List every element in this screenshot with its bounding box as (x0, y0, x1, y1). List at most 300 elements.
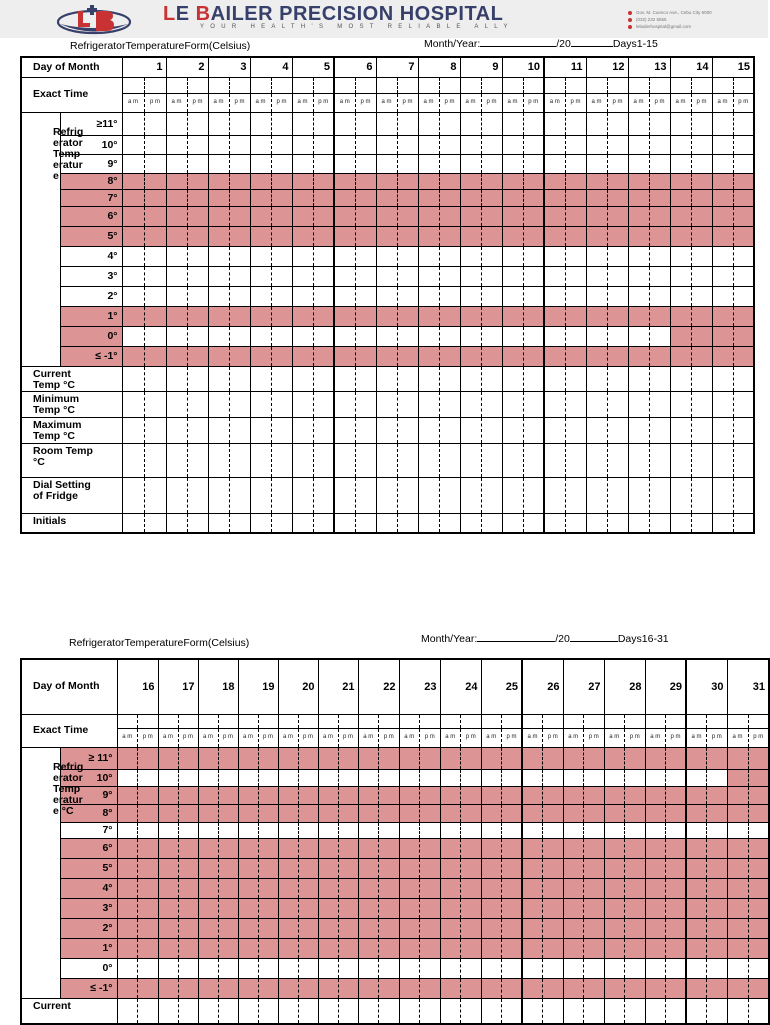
temp-pm-cell[interactable] (397, 286, 418, 306)
temp-pm-cell[interactable] (666, 769, 687, 786)
temp-pm-cell[interactable] (144, 246, 166, 266)
temp-pm-cell[interactable] (271, 346, 292, 366)
exact-time-am-cell[interactable] (628, 77, 649, 93)
temp-am-cell[interactable] (122, 226, 144, 246)
exact-time-pm-cell[interactable] (355, 77, 376, 93)
temp-am-cell[interactable] (418, 112, 439, 135)
temp-am-cell[interactable] (563, 786, 584, 804)
temp-am-cell[interactable] (544, 246, 565, 266)
temp-am-cell[interactable] (122, 112, 144, 135)
temp-am-cell[interactable] (122, 246, 144, 266)
temp-am-cell[interactable] (586, 189, 607, 206)
temp-am-cell[interactable] (318, 978, 338, 998)
entry-am-cell[interactable] (376, 477, 397, 513)
temp-pm-cell[interactable] (439, 326, 460, 346)
temp-pm-cell[interactable] (543, 958, 564, 978)
temp-pm-cell[interactable] (258, 804, 278, 822)
temp-pm-cell[interactable] (271, 173, 292, 189)
temp-am-cell[interactable] (318, 822, 338, 838)
temp-am-cell[interactable] (604, 747, 625, 769)
temp-am-cell[interactable] (522, 769, 543, 786)
temp-pm-cell[interactable] (748, 769, 769, 786)
temp-pm-cell[interactable] (523, 326, 544, 346)
temp-am-cell[interactable] (481, 958, 502, 978)
entry-pm-cell[interactable] (298, 998, 318, 1024)
temp-am-cell[interactable] (522, 838, 543, 858)
entry-pm-cell[interactable] (607, 391, 628, 417)
temp-am-cell[interactable] (440, 858, 461, 878)
temp-am-cell[interactable] (250, 246, 271, 266)
temp-am-cell[interactable] (278, 978, 298, 998)
temp-am-cell[interactable] (399, 898, 420, 918)
entry-am-cell[interactable] (158, 998, 178, 1024)
temp-pm-cell[interactable] (229, 346, 250, 366)
temp-am-cell[interactable] (250, 346, 271, 366)
temp-pm-cell[interactable] (625, 898, 646, 918)
temp-am-cell[interactable] (563, 938, 584, 958)
temp-am-cell[interactable] (604, 918, 625, 938)
temp-am-cell[interactable] (117, 858, 138, 878)
temp-pm-cell[interactable] (439, 135, 460, 154)
temp-pm-cell[interactable] (625, 786, 646, 804)
temp-pm-cell[interactable] (543, 858, 564, 878)
temp-am-cell[interactable] (481, 858, 502, 878)
temp-pm-cell[interactable] (691, 226, 712, 246)
temp-am-cell[interactable] (502, 206, 523, 226)
temp-am-cell[interactable] (712, 226, 733, 246)
temp-pm-cell[interactable] (584, 769, 605, 786)
temp-pm-cell[interactable] (733, 154, 754, 173)
entry-am-cell[interactable] (250, 391, 271, 417)
entry-pm-cell[interactable] (565, 366, 586, 391)
temp-pm-cell[interactable] (607, 154, 628, 173)
entry-am-cell[interactable] (586, 513, 607, 533)
entry-am-cell[interactable] (208, 477, 229, 513)
temp-pm-cell[interactable] (144, 112, 166, 135)
temp-am-cell[interactable] (544, 206, 565, 226)
temp-am-cell[interactable] (440, 938, 461, 958)
entry-am-cell[interactable] (208, 391, 229, 417)
temp-pm-cell[interactable] (187, 154, 208, 173)
temp-pm-cell[interactable] (355, 286, 376, 306)
temp-am-cell[interactable] (727, 804, 748, 822)
temp-pm-cell[interactable] (271, 135, 292, 154)
entry-pm-cell[interactable] (584, 998, 605, 1024)
exact-time-pm-cell[interactable] (138, 714, 159, 728)
exact-time-am-cell[interactable] (418, 77, 439, 93)
temp-am-cell[interactable] (586, 226, 607, 246)
temp-am-cell[interactable] (645, 822, 666, 838)
entry-am-cell[interactable] (544, 391, 565, 417)
entry-pm-cell[interactable] (565, 443, 586, 477)
temp-pm-cell[interactable] (649, 246, 670, 266)
entry-pm-cell[interactable] (439, 443, 460, 477)
temp-am-cell[interactable] (686, 786, 707, 804)
temp-pm-cell[interactable] (144, 226, 166, 246)
entry-am-cell[interactable] (318, 998, 338, 1024)
temp-pm-cell[interactable] (584, 786, 605, 804)
temp-pm-cell[interactable] (298, 898, 318, 918)
exact-time-pm-cell[interactable] (607, 77, 628, 93)
temp-pm-cell[interactable] (691, 346, 712, 366)
entry-am-cell[interactable] (292, 366, 313, 391)
temp-am-cell[interactable] (727, 878, 748, 898)
temp-pm-cell[interactable] (420, 822, 441, 838)
temp-pm-cell[interactable] (748, 918, 769, 938)
temp-pm-cell[interactable] (439, 206, 460, 226)
temp-pm-cell[interactable] (271, 226, 292, 246)
temp-pm-cell[interactable] (481, 189, 502, 206)
temp-am-cell[interactable] (122, 206, 144, 226)
temp-am-cell[interactable] (318, 804, 338, 822)
temp-pm-cell[interactable] (707, 747, 728, 769)
entry-pm-cell[interactable] (439, 366, 460, 391)
temp-am-cell[interactable] (250, 226, 271, 246)
temp-pm-cell[interactable] (607, 326, 628, 346)
entry-am-cell[interactable] (586, 417, 607, 443)
temp-pm-cell[interactable] (502, 918, 523, 938)
entry-am-cell[interactable] (440, 998, 461, 1024)
temp-pm-cell[interactable] (461, 786, 482, 804)
temp-am-cell[interactable] (686, 838, 707, 858)
entry-pm-cell[interactable] (144, 417, 166, 443)
temp-pm-cell[interactable] (607, 246, 628, 266)
temp-am-cell[interactable] (418, 226, 439, 246)
temp-pm-cell[interactable] (355, 206, 376, 226)
exact-time-am-cell[interactable] (158, 714, 178, 728)
temp-am-cell[interactable] (250, 286, 271, 306)
temp-pm-cell[interactable] (144, 326, 166, 346)
temp-pm-cell[interactable] (138, 898, 159, 918)
temp-am-cell[interactable] (563, 838, 584, 858)
temp-am-cell[interactable] (418, 173, 439, 189)
exact-time-pm-cell[interactable] (748, 714, 769, 728)
entry-am-cell[interactable] (122, 391, 144, 417)
temp-am-cell[interactable] (460, 306, 481, 326)
entry-pm-cell[interactable] (481, 477, 502, 513)
entry-am-cell[interactable] (544, 443, 565, 477)
temp-am-cell[interactable] (122, 173, 144, 189)
temp-am-cell[interactable] (686, 898, 707, 918)
temp-am-cell[interactable] (481, 878, 502, 898)
entry-pm-cell[interactable] (355, 417, 376, 443)
temp-pm-cell[interactable] (313, 326, 334, 346)
entry-pm-cell[interactable] (420, 998, 441, 1024)
temp-pm-cell[interactable] (502, 958, 523, 978)
temp-pm-cell[interactable] (229, 226, 250, 246)
temp-pm-cell[interactable] (313, 173, 334, 189)
temp-am-cell[interactable] (502, 189, 523, 206)
temp-am-cell[interactable] (250, 189, 271, 206)
temp-am-cell[interactable] (670, 326, 691, 346)
temp-am-cell[interactable] (376, 226, 397, 246)
temp-pm-cell[interactable] (187, 346, 208, 366)
entry-am-cell[interactable] (563, 998, 584, 1024)
temp-am-cell[interactable] (481, 747, 502, 769)
entry-pm-cell[interactable] (355, 391, 376, 417)
temp-pm-cell[interactable] (439, 226, 460, 246)
temp-am-cell[interactable] (586, 286, 607, 306)
entry-pm-cell[interactable] (229, 391, 250, 417)
temp-pm-cell[interactable] (338, 898, 358, 918)
entry-am-cell[interactable] (250, 513, 271, 533)
temp-am-cell[interactable] (334, 135, 355, 154)
temp-am-cell[interactable] (604, 804, 625, 822)
temp-am-cell[interactable] (158, 878, 178, 898)
temp-am-cell[interactable] (117, 804, 138, 822)
entry-pm-cell[interactable] (178, 998, 198, 1024)
temp-pm-cell[interactable] (481, 266, 502, 286)
temp-am-cell[interactable] (418, 286, 439, 306)
temp-pm-cell[interactable] (523, 206, 544, 226)
exact-time-pm-cell[interactable] (178, 714, 198, 728)
exact-time-am-cell[interactable] (502, 77, 523, 93)
temp-pm-cell[interactable] (543, 786, 564, 804)
temp-am-cell[interactable] (238, 878, 258, 898)
temp-am-cell[interactable] (122, 135, 144, 154)
temp-pm-cell[interactable] (298, 786, 318, 804)
temp-pm-cell[interactable] (271, 326, 292, 346)
temp-pm-cell[interactable] (397, 226, 418, 246)
temp-pm-cell[interactable] (313, 154, 334, 173)
entry-am-cell[interactable] (376, 513, 397, 533)
temp-pm-cell[interactable] (607, 135, 628, 154)
entry-am-cell[interactable] (712, 443, 733, 477)
temp-pm-cell[interactable] (691, 306, 712, 326)
entry-am-cell[interactable] (122, 443, 144, 477)
temp-am-cell[interactable] (586, 326, 607, 346)
temp-pm-cell[interactable] (338, 838, 358, 858)
temp-am-cell[interactable] (522, 804, 543, 822)
temp-am-cell[interactable] (522, 747, 543, 769)
exact-time-pm-cell[interactable] (229, 77, 250, 93)
temp-am-cell[interactable] (604, 898, 625, 918)
temp-pm-cell[interactable] (313, 286, 334, 306)
entry-pm-cell[interactable] (313, 477, 334, 513)
temp-am-cell[interactable] (292, 154, 313, 173)
entry-am-cell[interactable] (208, 513, 229, 533)
temp-pm-cell[interactable] (733, 226, 754, 246)
temp-pm-cell[interactable] (187, 206, 208, 226)
temp-am-cell[interactable] (686, 938, 707, 958)
entry-am-cell[interactable] (334, 443, 355, 477)
temp-pm-cell[interactable] (338, 822, 358, 838)
temp-pm-cell[interactable] (707, 898, 728, 918)
temp-pm-cell[interactable] (523, 306, 544, 326)
entry-pm-cell[interactable] (649, 443, 670, 477)
temp-am-cell[interactable] (334, 112, 355, 135)
temp-am-cell[interactable] (712, 286, 733, 306)
temp-am-cell[interactable] (238, 804, 258, 822)
temp-pm-cell[interactable] (439, 306, 460, 326)
temp-pm-cell[interactable] (187, 326, 208, 346)
temp-am-cell[interactable] (166, 326, 187, 346)
temp-am-cell[interactable] (727, 958, 748, 978)
year-blank[interactable] (571, 37, 613, 47)
temp-am-cell[interactable] (334, 246, 355, 266)
temp-pm-cell[interactable] (420, 978, 441, 998)
entry-pm-cell[interactable] (144, 477, 166, 513)
entry-pm-cell[interactable] (691, 513, 712, 533)
temp-pm-cell[interactable] (461, 958, 482, 978)
temp-pm-cell[interactable] (379, 918, 400, 938)
exact-time-am-cell[interactable] (481, 714, 502, 728)
temp-pm-cell[interactable] (565, 173, 586, 189)
temp-am-cell[interactable] (440, 918, 461, 938)
exact-time-pm-cell[interactable] (313, 77, 334, 93)
temp-am-cell[interactable] (440, 804, 461, 822)
temp-am-cell[interactable] (399, 822, 420, 838)
temp-pm-cell[interactable] (229, 306, 250, 326)
temp-pm-cell[interactable] (187, 112, 208, 135)
temp-pm-cell[interactable] (733, 326, 754, 346)
entry-pm-cell[interactable] (229, 417, 250, 443)
temp-am-cell[interactable] (376, 246, 397, 266)
temp-am-cell[interactable] (628, 173, 649, 189)
temp-am-cell[interactable] (522, 978, 543, 998)
exact-time-pm-cell[interactable] (625, 714, 646, 728)
temp-pm-cell[interactable] (584, 938, 605, 958)
entry-pm-cell[interactable] (691, 366, 712, 391)
temp-pm-cell[interactable] (625, 878, 646, 898)
entry-pm-cell[interactable] (565, 417, 586, 443)
temp-pm-cell[interactable] (481, 226, 502, 246)
entry-pm-cell[interactable] (187, 391, 208, 417)
temp-pm-cell[interactable] (733, 266, 754, 286)
temp-pm-cell[interactable] (565, 189, 586, 206)
entry-am-cell[interactable] (460, 443, 481, 477)
temp-am-cell[interactable] (544, 112, 565, 135)
temp-am-cell[interactable] (418, 246, 439, 266)
temp-pm-cell[interactable] (523, 112, 544, 135)
temp-pm-cell[interactable] (584, 878, 605, 898)
temp-am-cell[interactable] (686, 804, 707, 822)
temp-pm-cell[interactable] (666, 918, 687, 938)
entry-am-cell[interactable] (334, 417, 355, 443)
temp-am-cell[interactable] (563, 804, 584, 822)
temp-pm-cell[interactable] (298, 838, 318, 858)
temp-pm-cell[interactable] (565, 154, 586, 173)
temp-am-cell[interactable] (318, 898, 338, 918)
temp-am-cell[interactable] (727, 858, 748, 878)
temp-am-cell[interactable] (158, 938, 178, 958)
temp-am-cell[interactable] (358, 786, 379, 804)
temp-am-cell[interactable] (460, 286, 481, 306)
temp-am-cell[interactable] (522, 958, 543, 978)
temp-am-cell[interactable] (292, 306, 313, 326)
temp-pm-cell[interactable] (338, 747, 358, 769)
temp-am-cell[interactable] (376, 206, 397, 226)
temp-pm-cell[interactable] (313, 346, 334, 366)
temp-am-cell[interactable] (208, 189, 229, 206)
temp-pm-cell[interactable] (271, 286, 292, 306)
temp-pm-cell[interactable] (707, 918, 728, 938)
temp-pm-cell[interactable] (271, 112, 292, 135)
entry-pm-cell[interactable] (144, 513, 166, 533)
temp-am-cell[interactable] (117, 918, 138, 938)
temp-am-cell[interactable] (522, 858, 543, 878)
entry-am-cell[interactable] (166, 417, 187, 443)
temp-pm-cell[interactable] (338, 938, 358, 958)
entry-pm-cell[interactable] (138, 998, 159, 1024)
entry-am-cell[interactable] (502, 513, 523, 533)
entry-pm-cell[interactable] (144, 443, 166, 477)
temp-pm-cell[interactable] (584, 898, 605, 918)
temp-am-cell[interactable] (358, 804, 379, 822)
temp-pm-cell[interactable] (338, 786, 358, 804)
entry-pm-cell[interactable] (666, 998, 687, 1024)
entry-pm-cell[interactable] (649, 513, 670, 533)
temp-pm-cell[interactable] (178, 878, 198, 898)
temp-am-cell[interactable] (686, 978, 707, 998)
temp-am-cell[interactable] (278, 938, 298, 958)
temp-am-cell[interactable] (117, 838, 138, 858)
entry-am-cell[interactable] (418, 366, 439, 391)
temp-pm-cell[interactable] (625, 822, 646, 838)
temp-am-cell[interactable] (544, 226, 565, 246)
temp-am-cell[interactable] (502, 173, 523, 189)
entry-am-cell[interactable] (250, 366, 271, 391)
temp-am-cell[interactable] (418, 189, 439, 206)
temp-am-cell[interactable] (399, 878, 420, 898)
temp-pm-cell[interactable] (229, 206, 250, 226)
exact-time-am-cell[interactable] (563, 714, 584, 728)
exact-time-am-cell[interactable] (117, 714, 138, 728)
temp-am-cell[interactable] (376, 286, 397, 306)
temp-am-cell[interactable] (318, 769, 338, 786)
temp-am-cell[interactable] (399, 804, 420, 822)
temp-am-cell[interactable] (198, 769, 218, 786)
temp-am-cell[interactable] (399, 786, 420, 804)
temp-pm-cell[interactable] (355, 326, 376, 346)
temp-am-cell[interactable] (166, 135, 187, 154)
temp-pm-cell[interactable] (271, 189, 292, 206)
temp-am-cell[interactable] (712, 112, 733, 135)
temp-pm-cell[interactable] (138, 958, 159, 978)
temp-am-cell[interactable] (198, 838, 218, 858)
temp-pm-cell[interactable] (379, 938, 400, 958)
temp-am-cell[interactable] (292, 189, 313, 206)
entry-am-cell[interactable] (670, 366, 691, 391)
temp-am-cell[interactable] (198, 878, 218, 898)
temp-am-cell[interactable] (586, 112, 607, 135)
temp-am-cell[interactable] (670, 266, 691, 286)
temp-pm-cell[interactable] (584, 918, 605, 938)
temp-am-cell[interactable] (712, 246, 733, 266)
temp-pm-cell[interactable] (138, 804, 159, 822)
entry-pm-cell[interactable] (733, 513, 754, 533)
temp-am-cell[interactable] (117, 938, 138, 958)
exact-time-am-cell[interactable] (544, 77, 565, 93)
entry-pm-cell[interactable] (313, 366, 334, 391)
temp-am-cell[interactable] (292, 266, 313, 286)
temp-pm-cell[interactable] (649, 135, 670, 154)
temp-am-cell[interactable] (628, 206, 649, 226)
temp-am-cell[interactable] (208, 226, 229, 246)
temp-am-cell[interactable] (670, 206, 691, 226)
temp-pm-cell[interactable] (313, 189, 334, 206)
temp-pm-cell[interactable] (707, 804, 728, 822)
temp-am-cell[interactable] (544, 346, 565, 366)
temp-am-cell[interactable] (399, 747, 420, 769)
temp-am-cell[interactable] (117, 958, 138, 978)
temp-pm-cell[interactable] (584, 838, 605, 858)
temp-am-cell[interactable] (481, 838, 502, 858)
entry-am-cell[interactable] (586, 391, 607, 417)
temp-pm-cell[interactable] (338, 918, 358, 938)
temp-pm-cell[interactable] (502, 804, 523, 822)
entry-am-cell[interactable] (166, 443, 187, 477)
